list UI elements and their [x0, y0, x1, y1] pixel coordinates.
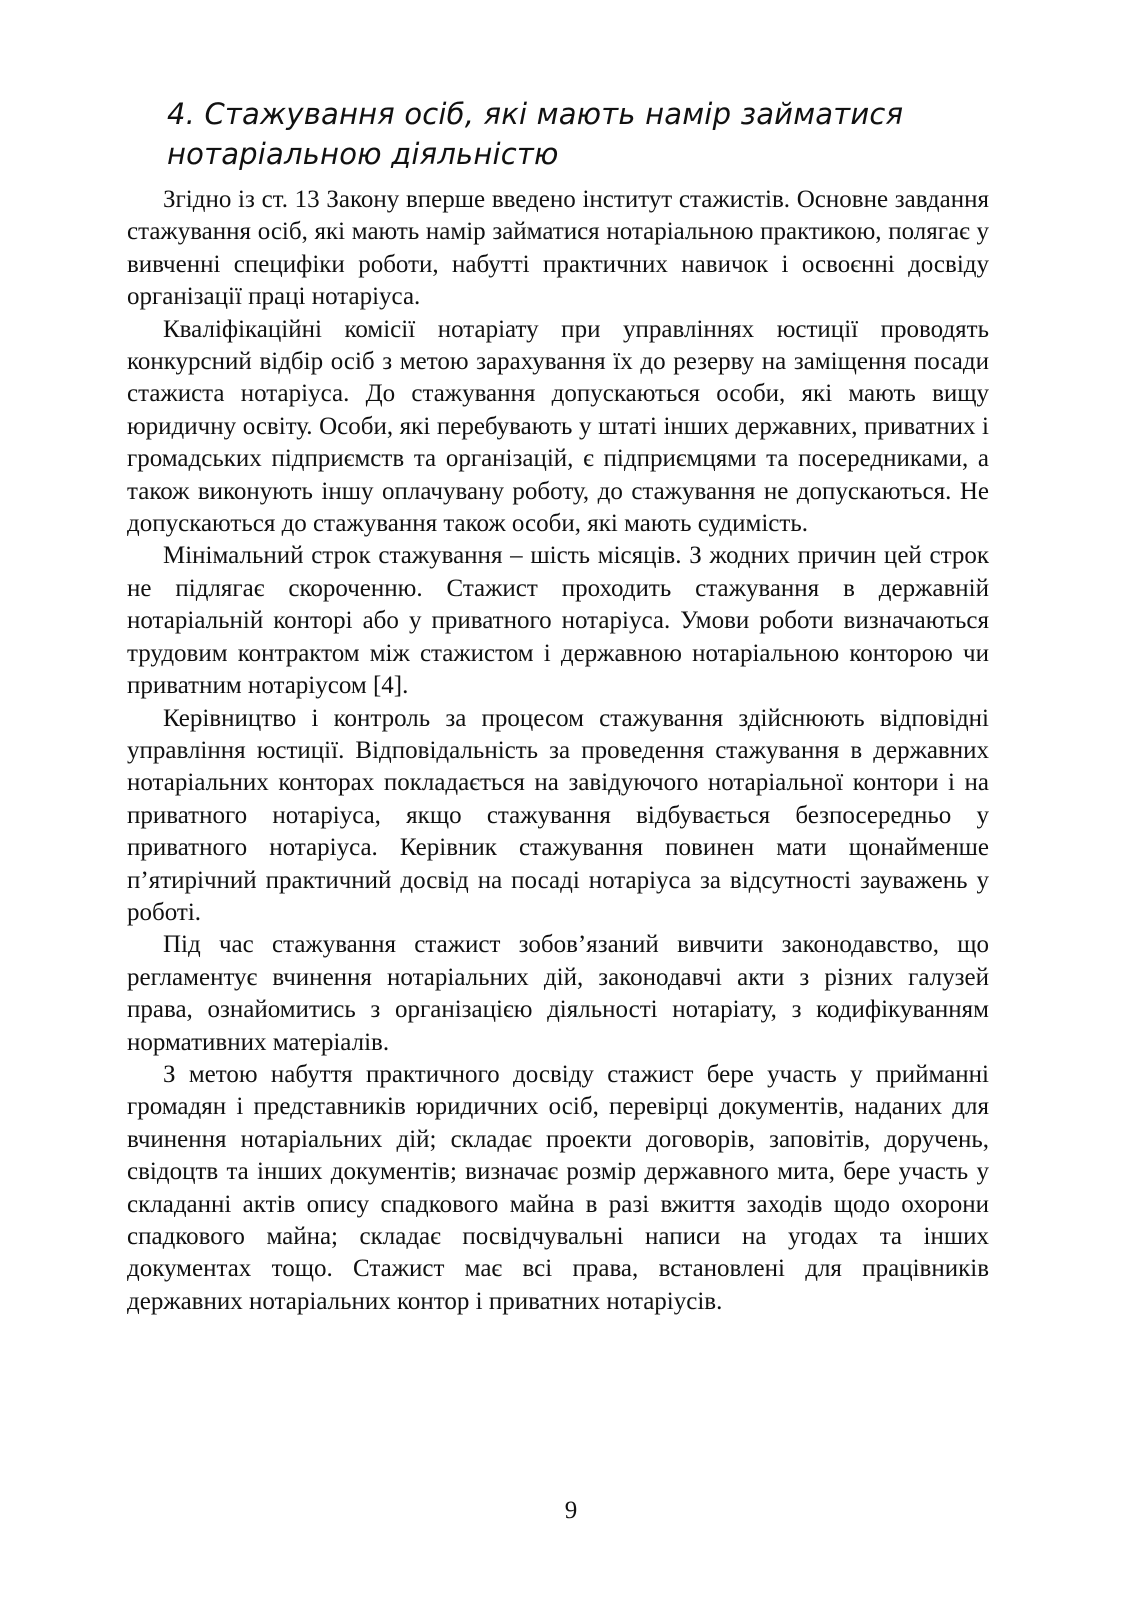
paragraph-1: Згідно із ст. 13 Закону вперше введено інститут стажистів. Основне завдання стажування осіб, які мають намір займатися нотаріальною практикою, полягає у вивченні специфіки роботи, набутті практичних навичок і освоєнні досвіду організації праці нотаріуса.: [127, 186, 989, 311]
page-content: [127, 94, 989, 1318]
paragraph-6: З метою набуття практичного досвіду стажист бере участь у прийманні громадян і представників юридичних осіб, перевірці документів, наданих для вчинення нотаріальних дій; складає проекти договорів, заповітів, доручень, свідоцтв та інших документів; визначає розмір державного мита, бере участь у складанні актів опису спадкового майна в разі вжиття заходів щодо охорони спадкового майна; складає посвідчувальні написи на угодах та інших документах тощо. Стажист має всі права, встановлені для працівників державних нотаріальних контор і приватних нотаріусів.: [127, 1060, 989, 1315]
paragraph-2: Кваліфікаційні комісії нотаріату при управліннях юстиції проводять конкурсний відбір осіб з метою зарахування їх до резерву на заміщення посади стажиста нотаріуса. До стажування допускаються особи, які мають вищу юридичну освіту. Особи, які перебувають у штаті інших державних, приватних і громадських підприємств та організацій, є підприємцями та посередниками, а також виконують іншу оплачувану роботу, до стажування не допускаються. Не допускаються до стажування також особи, які мають судимість.: [127, 315, 989, 538]
page-number: 9: [564, 1497, 578, 1524]
heading-line-1: 4. Стажування осіб, які мають намір займатися: [167, 97, 904, 131]
section-heading: [167, 94, 989, 174]
paragraph-4: Керівництво і контроль за процесом стажування здійснюють відповідні управління юстиції. Відповідальність за проведення стажування в державних нотаріальних конторах покладається на завідуючого нотаріальної контори і на приватного нотаріуса, якщо стажування відбувається безпосередньо у приватного нотаріуса. Керівник стажування повинен мати щонайменше п’ятирічний практичний досвід на посаді нотаріуса за відсутності зауважень у роботі.: [127, 704, 989, 926]
heading-line-2: нотаріальною діяльністю: [167, 137, 559, 171]
paragraph-5: Під час стажування стажист зобов’язаний вивчити законодавство, що регламентує вчинення нотаріальних дій, законодавчі акти з різних галузей права, ознайомитись з організацією діяльності нотаріату, з кодифікуванням нормативних матеріалів.: [127, 931, 989, 1056]
paragraph-3: Мінімальний строк стажування – шість місяців. З жодних причин цей строк не підлягає скороченню. Стажист проходить стажування в державній нотаріальній конторі або у приватного нотаріуса. Умови роботи визначаються трудовим контрактом між стажистом і державною нотаріальною конторою чи приватним нотаріусом [4].: [127, 542, 989, 700]
body-text: [127, 184, 989, 1318]
